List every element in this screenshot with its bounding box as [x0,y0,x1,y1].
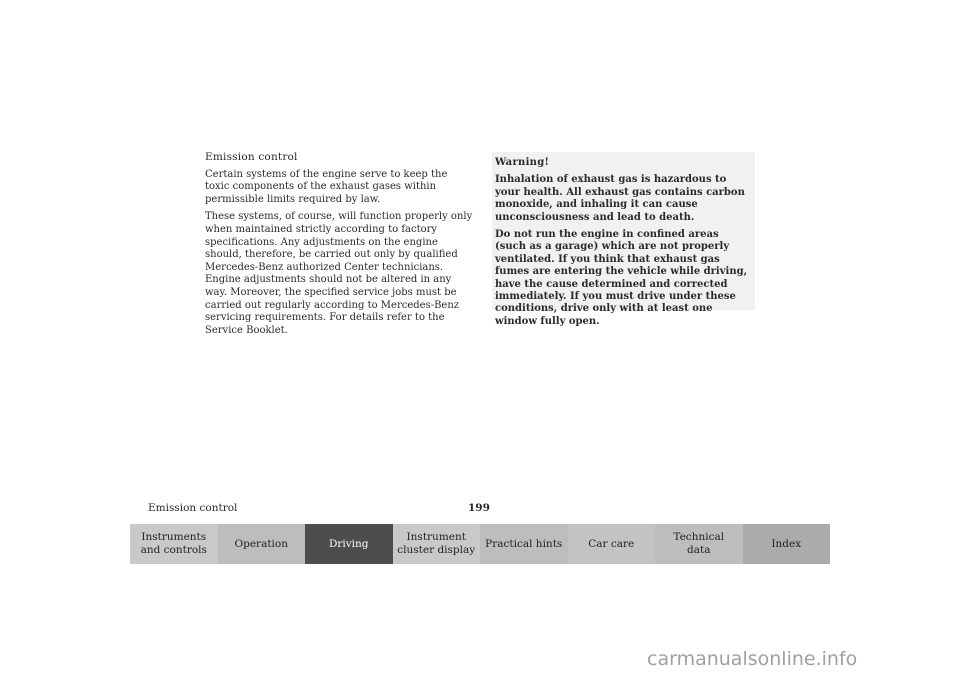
tab-technical-data[interactable]: Technical data [655,524,743,564]
content-paragraph-1: Certain systems of the engine serve to keep the toxic components of the exhaust gases within permissible limits required by law. [205,168,448,205]
content-paragraph-2: These systems, of course, will function properly only when maintained strictly according to factory specifications. Any adjustments on the engine should, therefore, be carried out only by qualified Mercedes-Benz authorized Center technicians. Engine adjustments should not be altered in any way. Moreover, the specified service jobs must be carried out regularly according to Mercedes-Benz servicing requirements. For details refer to the Service Booklet. [205,211,473,336]
warning-title: Warning! [495,157,550,168]
tab-instruments-and-controls[interactable]: Instruments and controls [130,524,218,564]
main-content [205,151,473,342]
page-number: 199 [468,502,490,514]
tab-index[interactable]: Index [743,524,831,564]
section-heading: Emission control [205,151,298,163]
chapter-nav [130,524,830,564]
warning-paragraph-2: Do not run the engine in confined areas (such as a garage) which are not properly ventilated. If you think that exhaust gas fumes are entering the vehicle while driving, have the cause determined and corrected immediately. If you must drive under these conditions, drive only with at least one window fully open. [495,229,748,327]
warning-paragraph-1: Inhalation of exhaust gas is hazardous to your health. All exhaust gas contains carbon monoxide, and inhaling it can cause unconsciousness and lead to death. [495,174,745,223]
tab-car-care[interactable]: Car care [568,524,656,564]
tab-practical-hints[interactable]: Practical hints [480,524,568,564]
watermark: carmanualsonline.info [647,648,858,670]
tab-instrument-cluster-display[interactable]: Instrument cluster display [393,524,481,564]
tab-operation[interactable]: Operation [218,524,306,564]
tab-driving[interactable]: Driving [305,524,393,564]
warning-box [492,152,755,327]
footer-section-title: Emission control [148,502,238,514]
